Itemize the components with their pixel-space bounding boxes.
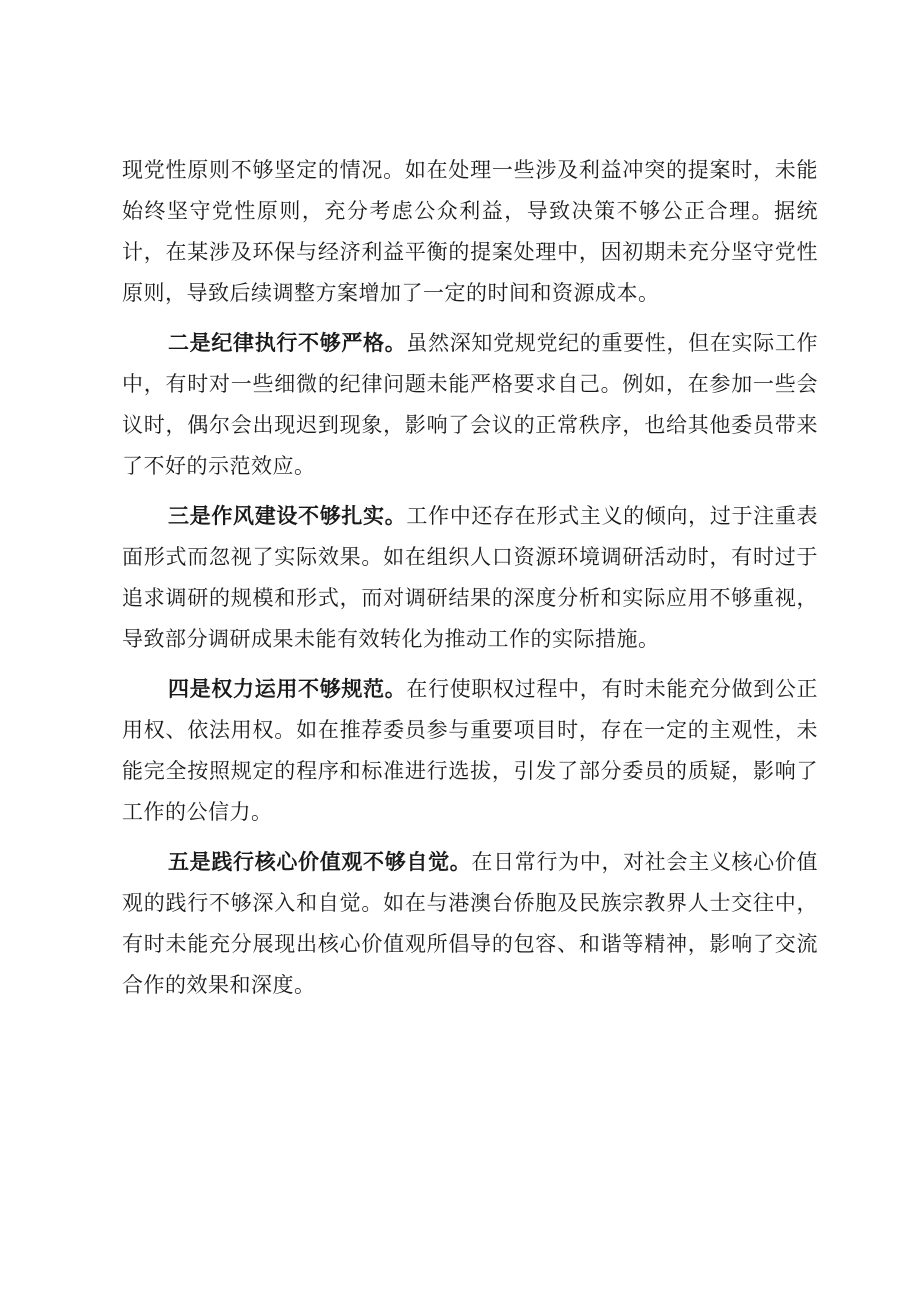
paragraph-discipline [122, 323, 818, 487]
paragraph-work-style [122, 496, 818, 660]
paragraph-heading: 五是践行核心价值观不够自觉。 [168, 850, 472, 874]
paragraph-heading: 四是权力运用不够规范。 [168, 677, 407, 701]
paragraph-heading: 三是作风建设不够扎实。 [168, 504, 407, 528]
paragraph-text: 在行使职权过程中，有时未能充分做到公正用权、依法用权。如在推荐委员参与重要项目时，存在一定的主观性，未能完全按照规定的程序和标准进行选拔，引发了部分委员的质疑，影响了工作的公信力。 [122, 677, 819, 824]
document-body [122, 150, 818, 1015]
paragraph-text: 虽然深知党规党纪的重要性，但在实际工作中，有时对一些细微的纪律问题未能严格要求自己。例如，在参加一些会议时，偶尔会出现迟到现象，影响了会议的正常秩序，也给其他委员带来了不好的示范效应。 [122, 331, 819, 478]
paragraph-text: 在日常行为中，对社会主义核心价值观的践行不够深入和自觉。如在与港澳台侨胞及民族宗教界人士交往中，有时未能充分展现出核心价值观所倡导的包容、和谐等精神，影响了交流合作的效果和深度。 [122, 850, 819, 997]
paragraph-continuation [122, 150, 818, 314]
paragraph-core-values [122, 842, 818, 1006]
paragraph-text: 现党性原则不够坚定的情况。如在处理一些涉及利益冲突的提案时，未能始终坚守党性原则，充分考虑公众利益，导致决策不够公正合理。据统计，在某涉及环保与经济利益平衡的提案处理中，因初期未充分坚守党性原则，导致后续调整方案增加了一定的时间和资源成本。 [122, 158, 818, 305]
paragraph-heading: 二是纪律执行不够严格。 [168, 331, 407, 355]
paragraph-power-use [122, 669, 818, 833]
paragraph-text: 工作中还存在形式主义的倾向，过于注重表面形式而忽视了实际效果。如在组织人口资源环境调研活动时，有时过于追求调研的规模和形式，而对调研结果的深度分析和实际应用不够重视，导致部分调研成果未能有效转化为推动工作的实际措施。 [122, 504, 819, 651]
